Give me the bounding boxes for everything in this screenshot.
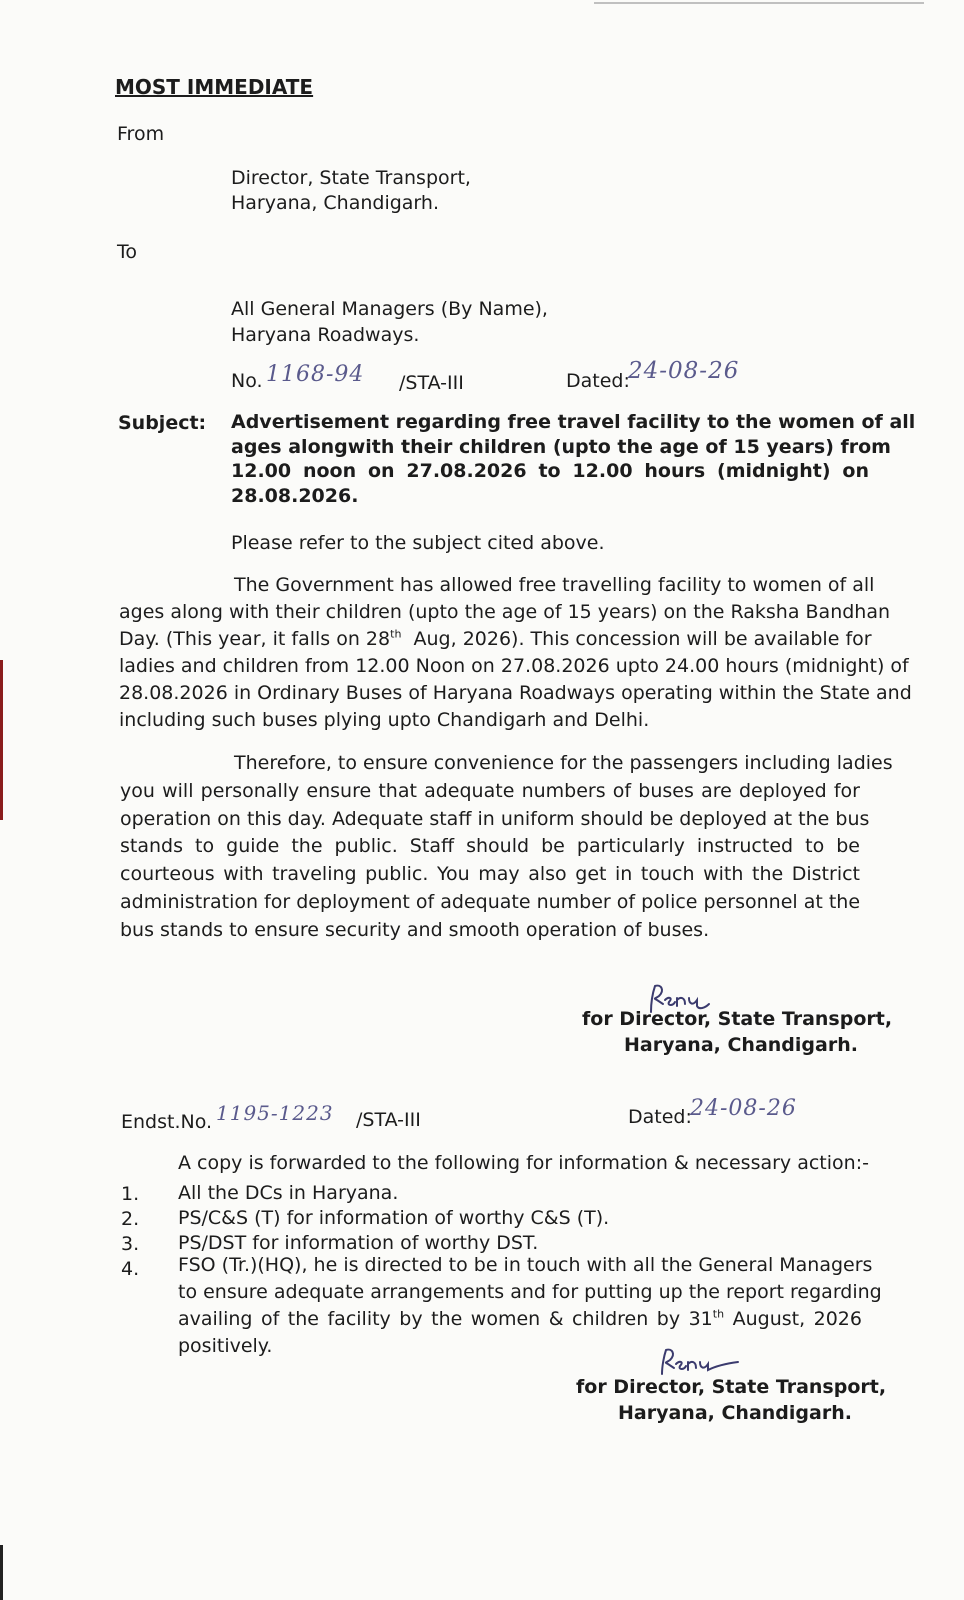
signature-2-line-2: Haryana, Chandigarh. — [618, 1402, 852, 1424]
endst-suffix: /STA-III — [356, 1109, 421, 1131]
list-item-1: All the DCs in Haryana. — [178, 1182, 399, 1204]
from-line-1: Director, State Transport, — [231, 167, 471, 189]
signature-1-line-2: Haryana, Chandigarh. — [624, 1034, 858, 1056]
ref-suffix: /STA-III — [399, 372, 464, 394]
list-number: 3. — [121, 1233, 140, 1255]
subject-label: Subject: — [118, 412, 207, 434]
endst-no-handwritten: 1195-1223 — [216, 1101, 334, 1125]
ref-no-handwritten: 1168-94 — [266, 362, 365, 387]
scan-top-edge — [594, 2, 924, 4]
para2-line: bus stands to ensure security and smooth operation of buses. — [120, 918, 710, 941]
paragraph-1 — [119, 572, 912, 734]
para2-line: administration for deployment of adequate number of police personnel at the — [120, 890, 861, 913]
list-number: 1. — [121, 1183, 140, 1205]
scan-left-edge — [0, 660, 3, 820]
endst-no-label: Endst.No. — [121, 1111, 213, 1133]
para2-line: stands to guide the public. Staff should be particularly instructed to be — [120, 835, 860, 858]
list-item-2: PS/C&S (T) for information of worthy C&S (T). — [178, 1207, 610, 1229]
para2-line: Therefore, to ensure convenience for the passengers including ladies — [234, 752, 893, 774]
endst-dated-label: Dated: — [628, 1106, 692, 1128]
signature-1-line-1: for Director, State Transport, — [582, 1008, 893, 1030]
para1-line: 28.08.2026 in Ordinary Buses of Haryana Roadways operating within the State and — [119, 682, 912, 704]
priority-heading: MOST IMMEDIATE — [115, 75, 314, 99]
ref-dated-handwritten: 24-08-26 — [628, 358, 740, 384]
list-item-4-line-3 — [178, 1306, 862, 1333]
from-label: From — [117, 123, 165, 145]
scan-left-edge-bottom — [0, 1545, 3, 1600]
ref-no-label: No. — [231, 370, 263, 392]
list-item-4-superscript: th — [712, 1307, 725, 1321]
to-line-2: Haryana Roadways. — [231, 324, 420, 346]
subject-line: ages alongwith their children (upto the age of 15 years) from — [231, 435, 891, 458]
para1-line: ladies and children from 12.00 Noon on 27.08.2026 upto 24.00 hours (midnight) of — [119, 655, 909, 677]
ref-dated-label: Dated: — [566, 370, 630, 392]
subject-text — [231, 410, 916, 508]
to-label: To — [117, 241, 138, 263]
intro-text: Please refer to the subject cited above. — [231, 532, 605, 554]
para1-line: including such buses plying upto Chandigarh and Delhi. — [119, 709, 650, 731]
signature-2-line-1: for Director, State Transport, — [576, 1376, 887, 1398]
from-line-2: Haryana, Chandigarh. — [231, 192, 439, 214]
list-item-4-line: FSO (Tr.)(HQ), he is directed to be in touch with all the General Managers — [178, 1254, 873, 1276]
para1-line-3 — [119, 626, 872, 653]
subject-line: 12.00 noon on 27.08.2026 to 12.00 hours (midnight) on — [231, 460, 869, 482]
para2-line: you will personally ensure that adequate numbers of buses are deployed for — [120, 779, 860, 802]
endst-dated-handwritten: 24-08-26 — [690, 1096, 797, 1121]
list-number: 4. — [121, 1258, 140, 1280]
para2-line: courteous with traveling public. You may also get in touch with the District — [120, 863, 860, 886]
to-line-1: All General Managers (By Name), — [231, 298, 548, 320]
list-item-4-line: positively. — [178, 1335, 273, 1357]
list-item-3: PS/DST for information of worthy DST. — [178, 1232, 539, 1254]
list-item-4-line: to ensure adequate arrangements and for putting up the report regarding — [178, 1281, 882, 1303]
endst-intro: A copy is forwarded to the following for information & necessary action:- — [178, 1152, 869, 1174]
list-item-4-line-3a: availing of the facility by the women & children by 31 — [178, 1308, 713, 1330]
list-number: 2. — [121, 1208, 140, 1230]
para1-line: The Government has allowed free travelling facility to women of all — [234, 574, 875, 596]
paragraph-2 — [120, 750, 893, 945]
subject-line: 28.08.2026. — [231, 484, 359, 507]
list-item-4-line-3b: August, 2026 — [732, 1308, 862, 1330]
list-item-4 — [178, 1252, 882, 1360]
subject-line: Advertisement regarding free travel facility to the women of all — [231, 411, 916, 433]
para1-line: ages along with their children (upto the age of 15 years) on the Raksha Bandhan — [119, 601, 891, 623]
para1-superscript: th — [390, 627, 402, 641]
para1-line-3a: Day. (This year, it falls on 28 — [119, 628, 391, 650]
para2-line: operation on this day. Adequate staff in uniform should be deployed at the bus — [120, 807, 870, 830]
para1-line-3b: Aug, 2026). This concession will be available for — [413, 628, 872, 650]
